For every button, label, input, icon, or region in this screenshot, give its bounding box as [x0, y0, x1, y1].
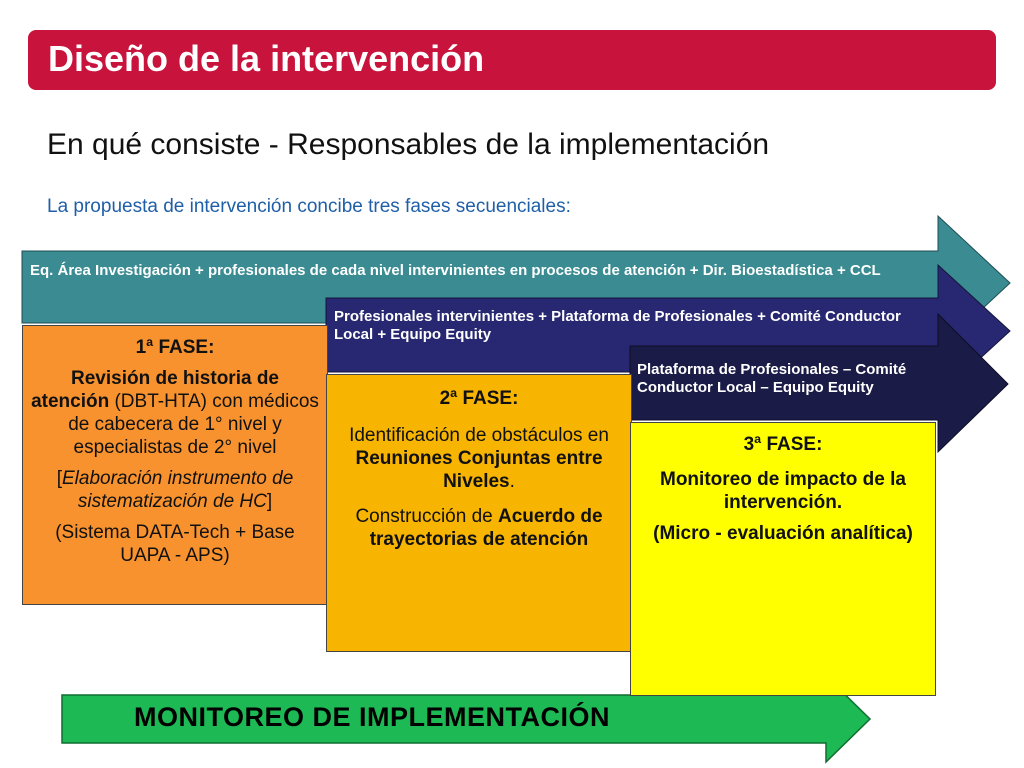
- intro-text: La propuesta de intervención concibe tres fases secuenciales:: [47, 196, 571, 217]
- phase1-instrument: [31, 467, 319, 513]
- band1-text: Eq. Área Investigación + profesionales de cada nivel intervinientes en procesos de atención + Dir. Bioestadística + CCL: [30, 262, 881, 279]
- phase2-p1-plain: Identificación de obstáculos en: [349, 425, 609, 446]
- phase3-heading: 3ª FASE:: [743, 434, 823, 455]
- phase1-system: (Sistema DATA-Tech + Base UAPA - APS): [55, 522, 295, 566]
- phase1-text-rest: (DBT-HTA) con médicos de cabecera de 1° nivel y especialistas de 2° nivel: [68, 391, 319, 458]
- phase2-p2-bold: Acuerdo de trayectorias de atención: [369, 506, 603, 550]
- band3-text: Plataforma de Profesionales – Comité Conductor Local – Equipo Equity: [637, 361, 907, 396]
- phase2-heading: 2ª FASE:: [439, 388, 519, 409]
- phase2-paragraph2: [337, 505, 621, 551]
- bracket-open: [: [56, 468, 62, 489]
- phase3-line2: (Micro - evaluación analítica): [653, 523, 913, 544]
- phase1-box: [22, 325, 328, 605]
- phase1-bold-lead: Revisión de historia de atención: [31, 368, 279, 412]
- phase3-box: [630, 422, 936, 696]
- phase3-line1: Monitoreo de impacto de la intervención.: [660, 469, 906, 513]
- subtitle: En qué consiste - Responsables de la implementación: [47, 128, 770, 161]
- phase1-description: [31, 367, 319, 459]
- phase2-p1-end: .: [509, 471, 515, 492]
- bracket-close: ]: [266, 491, 273, 512]
- band2-text: Profesionales intervinientes + Plataforma de Profesionales + Comité Conductor Local + Equipo Equity: [334, 308, 901, 343]
- phase2-paragraph1: [337, 424, 621, 493]
- phase2-p2-plain: Construcción de: [355, 506, 499, 527]
- monitor-label: MONITOREO DE IMPLEMENTACIÓN: [134, 702, 611, 732]
- phase2-box: [326, 374, 632, 652]
- phase2-p1-bold: Reuniones Conjuntas entre Niveles: [355, 448, 603, 492]
- page-title: Diseño de la intervención: [48, 38, 485, 79]
- phase1-heading: 1ª FASE:: [135, 337, 215, 358]
- phase1-instrument-italic: Elaboración instrumento de sistematización de HC: [61, 468, 294, 512]
